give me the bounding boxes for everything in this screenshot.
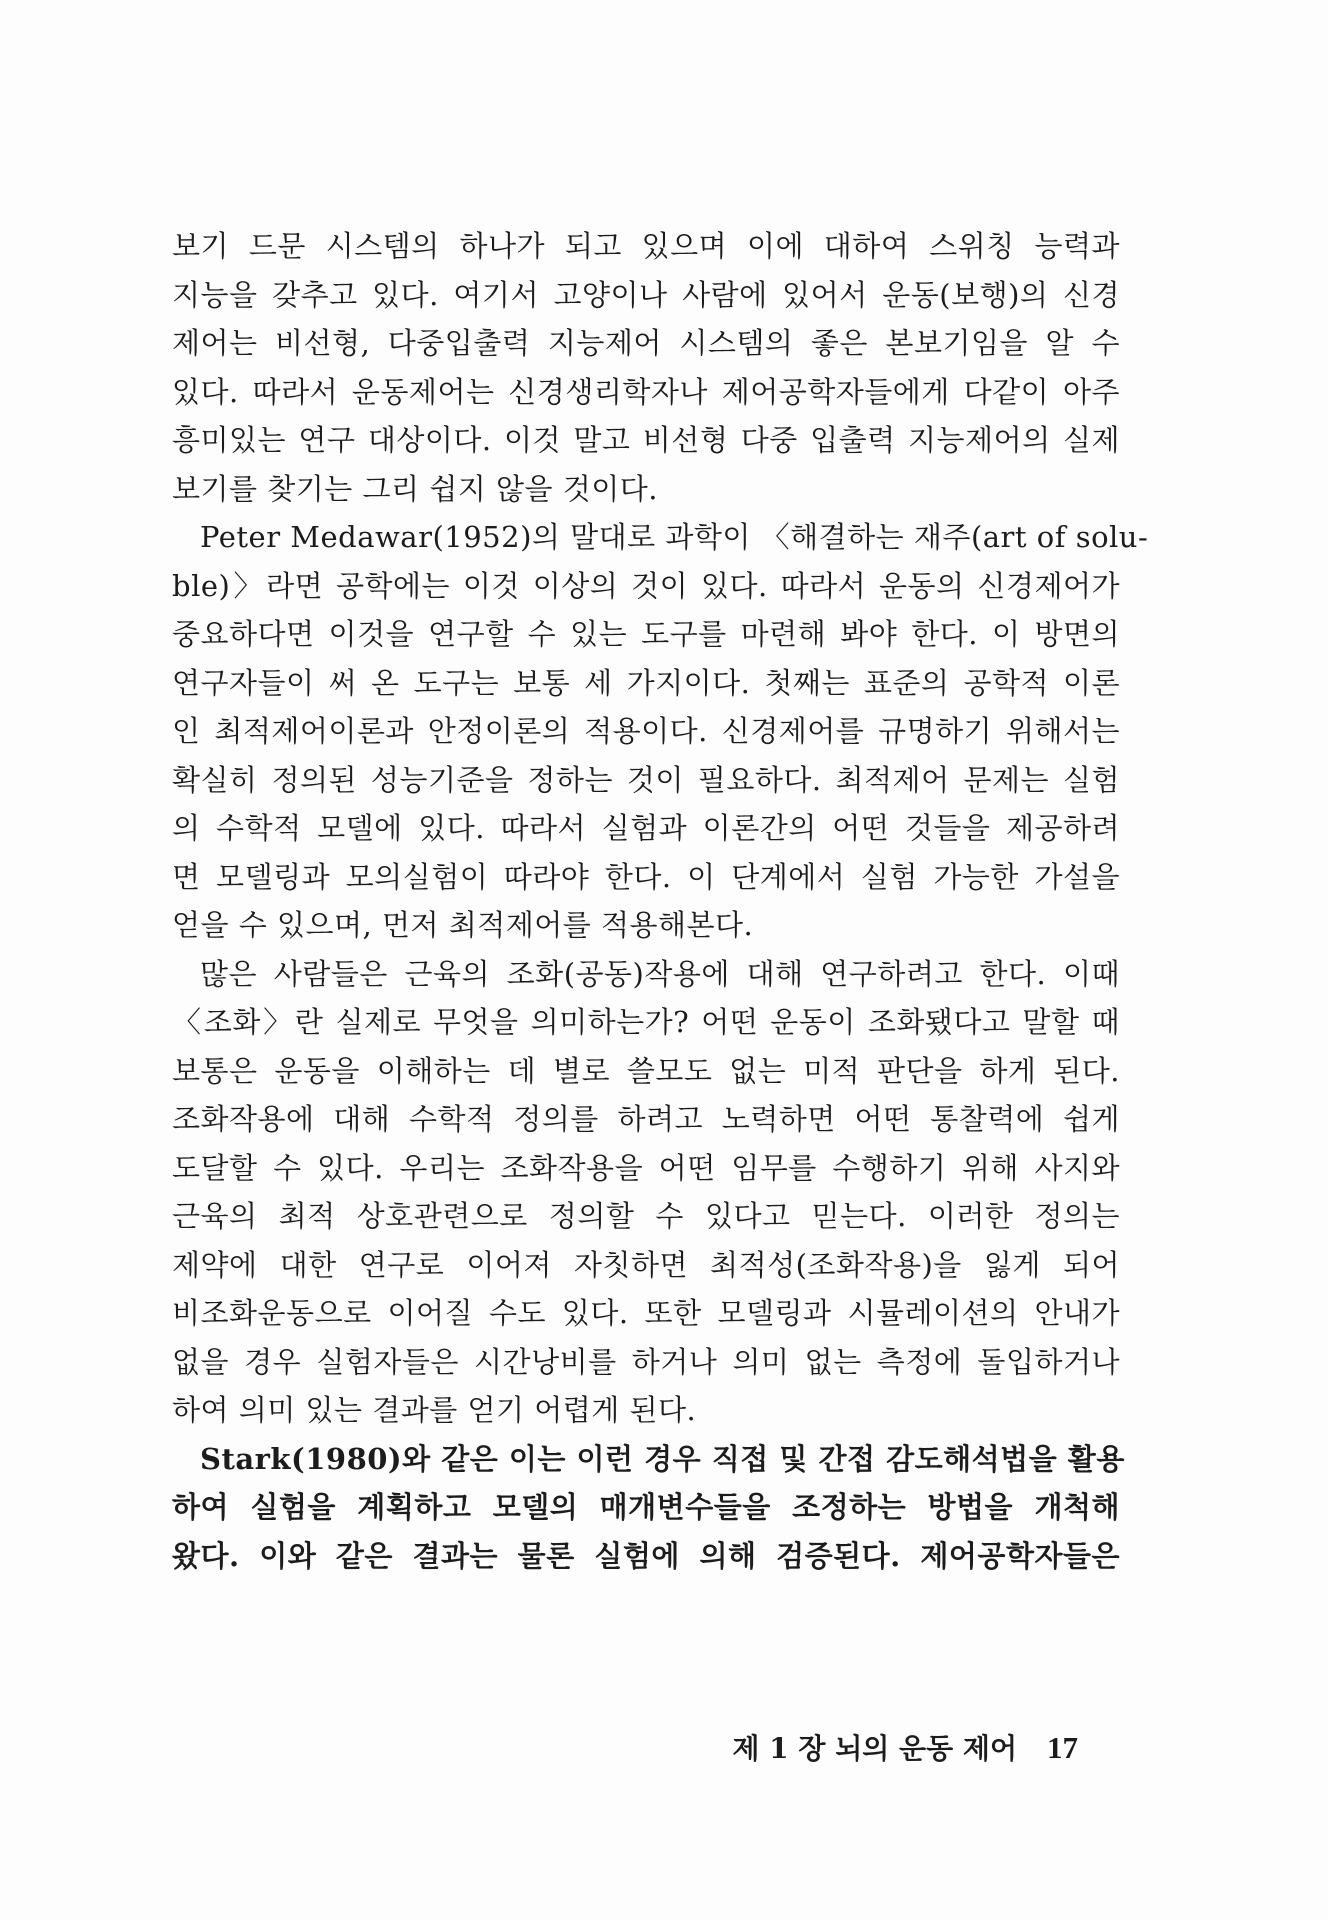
page-number: 17 bbox=[1047, 1730, 1078, 1765]
text-line: 하여 의미 있는 결과를 얻기 어렵게 된다. bbox=[172, 1393, 697, 1427]
text-line: 도달할 수 있다. 우리는 조화작용을 어떤 임무를 수행하기 위해 사지와 bbox=[172, 1150, 1120, 1185]
text-line: 조화작용에 대해 수학적 정의를 하려고 노력하면 어떤 통찰력에 쉽게 bbox=[172, 1102, 1120, 1136]
text-line: Stark(1980)와 같은 이는 이런 경우 직접 및 간접 감도해석법을 활용 bbox=[200, 1441, 1125, 1476]
text-line: 중요하다면 이것을 연구할 수 있는 도구를 마련해 봐야 한다. 이 방면의 bbox=[172, 617, 1120, 651]
text-line: 없을 경우 실험자들은 시간낭비를 하거나 의미 없는 측정에 돌입하거나 bbox=[172, 1344, 1120, 1379]
text-line: 있다. 따라서 운동제어는 신경생리학자나 제어공학자들에게 다같이 아주 bbox=[172, 374, 1120, 409]
page-footer bbox=[732, 1728, 1078, 1769]
text-line: 비조화운동으로 이어질 수도 있다. 또한 모델링과 시뮬레이션의 안내가 bbox=[172, 1296, 1120, 1330]
text-line: 하여 실험을 계획하고 모델의 매개변수들을 조정하는 방법을 개척해 bbox=[172, 1490, 1120, 1524]
text-line: 면 모델링과 모의실험이 따라야 한다. 이 단계에서 실험 가능한 가설을 bbox=[172, 859, 1120, 894]
chapter-title: 제 1 장 뇌의 운동 제어 bbox=[732, 1732, 1017, 1765]
text-line: 얻을 수 있으며, 먼저 최적제어를 적용해본다. bbox=[172, 908, 754, 942]
text-line: 흥미있는 연구 대상이다. 이것 말고 비선형 다중 입출력 지능제어의 실제 bbox=[172, 423, 1120, 457]
text-line: 보기를 찾기는 그리 쉽지 않을 것이다. bbox=[172, 471, 659, 506]
text-line: 제어는 비선형, 다중입출력 지능제어 시스템의 좋은 본보기임을 알 수 bbox=[172, 326, 1120, 360]
body-text bbox=[172, 222, 1149, 1580]
text-line: 제약에 대한 연구로 이어져 자칫하면 최적성(조화작용)을 잃게 되어 bbox=[172, 1247, 1120, 1282]
text-line: 연구자들이 써 온 도구는 보통 세 가지이다. 첫째는 표준의 공학적 이론 bbox=[172, 665, 1120, 700]
text-line: 인 최적제어이론과 안정이론의 적용이다. 신경제어를 규명하기 위해서는 bbox=[172, 714, 1120, 748]
text-line: 보통은 운동을 이해하는 데 별로 쓸모도 없는 미적 판단을 하게 된다. bbox=[172, 1053, 1120, 1088]
text-line: 〈조화〉란 실제로 무엇을 의미하는가? 어떤 운동이 조화됐다고 말할 때 bbox=[172, 1005, 1120, 1039]
text-line: Peter Medawar(1952)의 말대로 과학이 〈해결하는 재주(art of solu- bbox=[200, 520, 1149, 554]
text-line: 확실히 정의된 성능기준을 정하는 것이 필요하다. 최적제어 문제는 실험 bbox=[172, 762, 1120, 797]
text-line: 지능을 갖추고 있다. 여기서 고양이나 사람에 있어서 운동(보행)의 신경 bbox=[172, 277, 1120, 312]
text-line: 많은 사람들은 근육의 조화(공동)작용에 대해 연구하려고 한다. 이때 bbox=[200, 956, 1120, 991]
text-line: 왔다. 이와 같은 결과는 물론 실험에 의해 검증된다. 제어공학자들은 bbox=[172, 1538, 1120, 1573]
text-line: 근육의 최적 상호관련으로 정의할 수 있다고 믿는다. 이러한 정의는 bbox=[172, 1199, 1120, 1233]
text-line: 의 수학적 모델에 있다. 따라서 실험과 이론간의 어떤 것들을 제공하려 bbox=[172, 811, 1120, 845]
text-line: ble)〉라면 공학에는 이것 이상의 것이 있다. 따라서 운동의 신경제어가 bbox=[172, 568, 1120, 603]
text-line: 보기 드문 시스템의 하나가 되고 있으며 이에 대하여 스위칭 능력과 bbox=[172, 229, 1120, 263]
